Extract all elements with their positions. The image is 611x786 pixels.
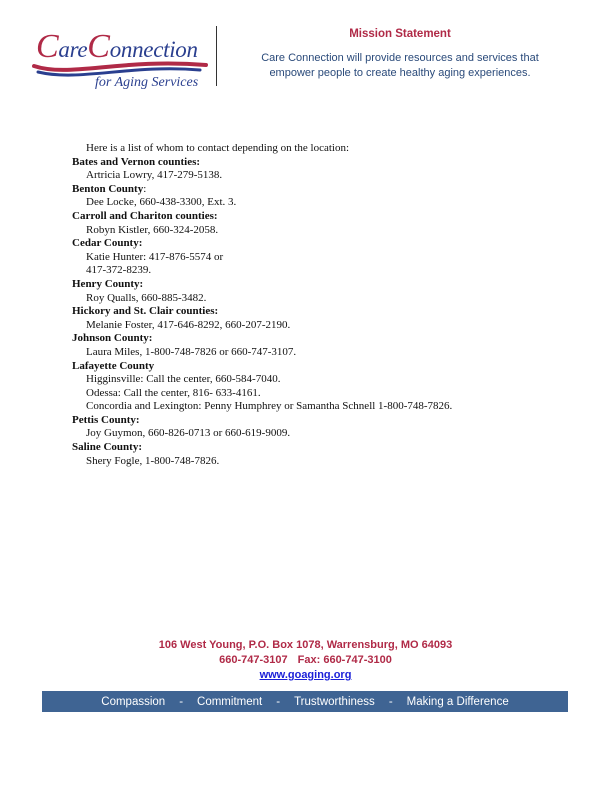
logo-subtitle: for Aging Services <box>95 75 199 90</box>
footer-address: 106 West Young, P.O. Box 1078, Warrensburg, MO 64093 <box>158 639 453 651</box>
section-heading: Carroll and Chariton counties: <box>72 209 218 222</box>
section-heading: Benton County <box>72 182 144 195</box>
logo-title-second-rest: onnection <box>109 37 198 62</box>
contact-line: Artricia Lowry, 417-279-5138. <box>86 169 223 182</box>
contact-line: Odessa: Call the center, 816- 633-4161. <box>86 386 261 399</box>
mission-line-2: empower people to create healthy aging experiences. <box>269 67 531 79</box>
mission-title: Mission Statement <box>349 28 451 40</box>
value-compassion: Compassion <box>101 695 166 708</box>
contact-line: Joy Guymon, 660-826-0713 or 660-619-9009. <box>86 427 291 440</box>
contact-line: Shery Fogle, 1-800-748-7826. <box>86 454 220 467</box>
value-separator: - <box>388 695 393 708</box>
footer-website-link[interactable]: www.goaging.org <box>259 669 352 681</box>
section-heading: Lafayette County <box>72 359 155 372</box>
value-trustworthiness: Trustworthiness <box>294 695 375 708</box>
logo-title-second-cap: C <box>87 28 110 65</box>
section-heading: Johnson County: <box>72 332 153 345</box>
values-bar <box>42 691 568 712</box>
mission-text <box>250 51 550 81</box>
contact-line: 417-372-8239. <box>86 264 152 277</box>
logo-title-first-rest: are <box>58 37 88 62</box>
section-heading: Henry County: <box>72 277 144 290</box>
section-heading: Cedar County: <box>72 237 143 250</box>
contact-line: Melanie Foster, 417-646-8292, 660-207-2190. <box>86 318 291 331</box>
value-making-a-difference: Making a Difference <box>406 695 509 708</box>
header-divider <box>216 26 217 86</box>
contact-line: Katie Hunter: 417-876-5574 or <box>86 250 224 263</box>
contact-line: Higginsville: Call the center, 660-584-7040. <box>86 373 281 386</box>
value-separator: - <box>179 695 184 708</box>
contact-line: Robyn Kistler, 660-324-2058. <box>86 223 219 236</box>
mission-line-1: Care Connection will provide resources and services that <box>261 52 539 64</box>
value-commitment: Commitment <box>197 695 263 708</box>
contact-line: Laura Miles, 1-800-748-7826 or 660-747-3107. <box>86 345 297 358</box>
section-heading: Hickory and St. Clair counties: <box>72 305 219 318</box>
footer-phone: 660-747-3107 <box>219 654 288 666</box>
footer-contact <box>0 638 611 683</box>
contact-list <box>72 142 552 468</box>
section-heading-benton <box>72 183 552 197</box>
care-connection-logo <box>30 22 210 100</box>
section-heading: Pettis County: <box>72 413 140 426</box>
section-heading: Saline County: <box>72 441 142 454</box>
contact-line: Concordia and Lexington: Penny Humphrey or Samantha Schnell 1-800-748-7826. <box>86 400 453 413</box>
contact-line: Roy Qualls, 660-885-3482. <box>86 291 207 304</box>
heading-suffix: : <box>143 182 147 195</box>
contact-line: Dee Locke, 660-438-3300, Ext. 3. <box>86 196 237 209</box>
intro-text: Here is a list of whom to contact depending on the location: <box>86 142 350 154</box>
footer-fax: Fax: 660-747-3100 <box>297 654 392 666</box>
section-heading: Bates and Vernon counties: <box>72 155 201 168</box>
logo-title-first-cap: C <box>36 28 59 65</box>
footer-phone-fax <box>0 653 611 668</box>
value-separator: - <box>276 695 281 708</box>
